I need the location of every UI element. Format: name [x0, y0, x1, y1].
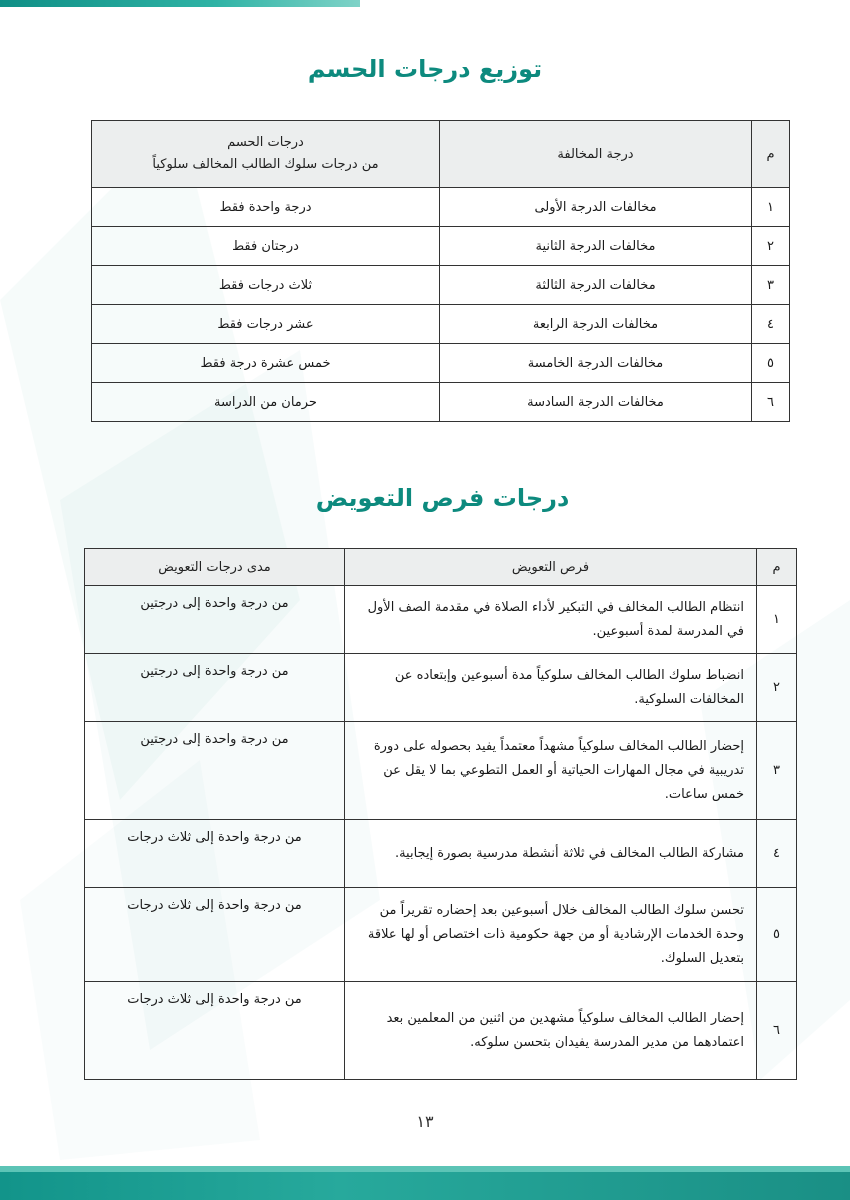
- row-degree: مخالفات الدرجة الثانية: [440, 227, 752, 266]
- col-header-num: م: [757, 549, 797, 586]
- row-opportunity: انضباط سلوك الطالب المخالف سلوكياً مدة أسبوعين وإبتعاده عن المخالفات السلوكية.: [345, 654, 757, 722]
- row-range: من درجة واحدة إلى ثلاث درجات: [85, 982, 345, 1080]
- table-row: [92, 383, 790, 422]
- table-row: [92, 227, 790, 266]
- row-points: درجة واحدة فقط: [92, 188, 440, 227]
- row-points: خمس عشرة درجة فقط: [92, 344, 440, 383]
- top-decor-bar: [0, 0, 360, 7]
- row-num: ١: [752, 188, 790, 227]
- row-opportunity: تحسن سلوك الطالب المخالف خلال أسبوعين بعد إحضاره تقريراً من وحدة الخدمات الإرشادية أو من جهة حكومية ذات اختصاص أو لها علاقة بتعديل السلوك.: [345, 888, 757, 982]
- table-row: [92, 188, 790, 227]
- table-row: [85, 586, 797, 654]
- row-points: عشر درجات فقط: [92, 305, 440, 344]
- row-points: درجتان فقط: [92, 227, 440, 266]
- row-num: ٣: [757, 722, 797, 820]
- table-row: [85, 820, 797, 888]
- col-header-num: م: [752, 121, 790, 188]
- row-opportunity: مشاركة الطالب المخالف في ثلاثة أنشطة مدرسية بصورة إيجابية.: [345, 820, 757, 888]
- row-range: من درجة واحدة إلى ثلاث درجات: [85, 888, 345, 982]
- row-num: ٦: [752, 383, 790, 422]
- row-num: ٥: [757, 888, 797, 982]
- row-degree: مخالفات الدرجة الأولى: [440, 188, 752, 227]
- col-header-range: مدى درجات التعويض: [85, 549, 345, 586]
- section-title-deductions: توزيع درجات الحسم: [307, 55, 543, 83]
- table-row: [85, 982, 797, 1080]
- row-num: ٤: [752, 305, 790, 344]
- row-num: ٤: [757, 820, 797, 888]
- table-row: [85, 722, 797, 820]
- row-num: ٣: [752, 266, 790, 305]
- table-row: [92, 344, 790, 383]
- row-points: ثلاث درجات فقط: [92, 266, 440, 305]
- page-number: ١٣: [416, 1112, 434, 1131]
- row-points: حرمان من الدراسة: [92, 383, 440, 422]
- row-opportunity: انتظام الطالب المخالف في التبكير لأداء الصلاة في مقدمة الصف الأول في المدرسة لمدة أسبوعين.: [345, 586, 757, 654]
- row-num: ٢: [752, 227, 790, 266]
- deductions-table: [91, 120, 790, 422]
- table-header-row: [85, 549, 797, 586]
- table-row: [92, 305, 790, 344]
- section-title-compensation: درجات فرص التعويض: [315, 484, 570, 512]
- row-range: من درجة واحدة إلى درجتين: [85, 722, 345, 820]
- row-degree: مخالفات الدرجة السادسة: [440, 383, 752, 422]
- col-header-points-line1: درجات الحسم: [227, 135, 304, 150]
- table-row: [92, 266, 790, 305]
- col-header-opportunity: فرص التعويض: [345, 549, 757, 586]
- row-degree: مخالفات الدرجة الرابعة: [440, 305, 752, 344]
- compensation-table: [84, 548, 797, 1080]
- col-header-points: [92, 121, 440, 188]
- bottom-decor-accent: [0, 1166, 850, 1172]
- row-degree: مخالفات الدرجة الخامسة: [440, 344, 752, 383]
- table-row: [85, 654, 797, 722]
- row-num: ٥: [752, 344, 790, 383]
- table-header-row: [92, 121, 790, 188]
- col-header-points-line2: من درجات سلوك الطالب المخالف سلوكياً: [152, 157, 379, 172]
- row-num: ٢: [757, 654, 797, 722]
- row-range: من درجة واحدة إلى درجتين: [85, 654, 345, 722]
- row-num: ٦: [757, 982, 797, 1080]
- row-range: من درجة واحدة إلى درجتين: [85, 586, 345, 654]
- row-range: من درجة واحدة إلى ثلاث درجات: [85, 820, 345, 888]
- row-opportunity: إحضار الطالب المخالف سلوكياً مشهداً معتمداً يفيد بحصوله على دورة تدريبية في مجال المهارات الحياتية أو العمل التطوعي بما لا يقل عن خمس ساعات.: [345, 722, 757, 820]
- row-degree: مخالفات الدرجة الثالثة: [440, 266, 752, 305]
- col-header-degree: درجة المخالفة: [440, 121, 752, 188]
- row-num: ١: [757, 586, 797, 654]
- row-opportunity: إحضار الطالب المخالف سلوكياً مشهدين من اثنين من المعلمين بعد اعتمادهما من مدير المدرسة يفيدان بتحسن سلوكه.: [345, 982, 757, 1080]
- table-row: [85, 888, 797, 982]
